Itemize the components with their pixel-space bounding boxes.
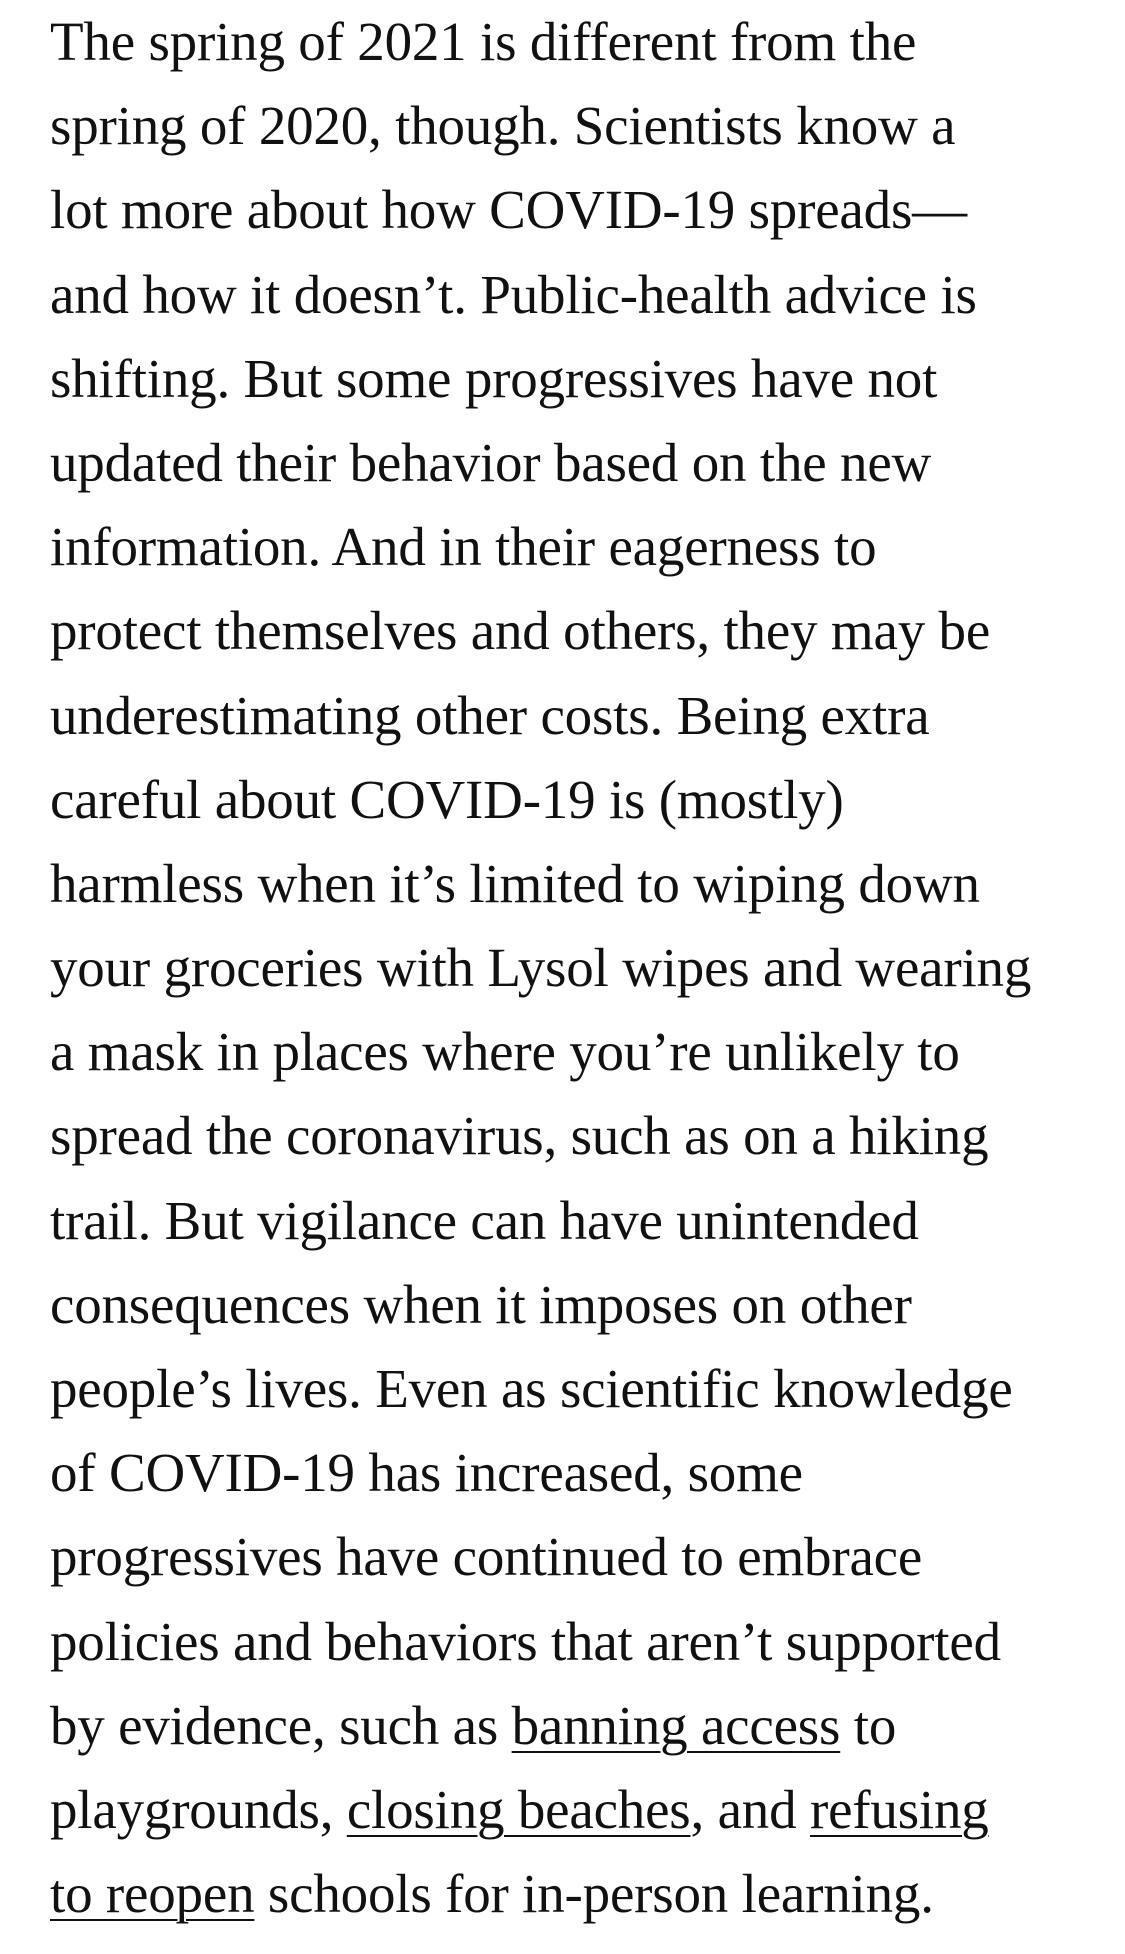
text-line: lot more about how COVID-19 spreads—	[50, 179, 967, 241]
text-line	[50, 1684, 1090, 1768]
text-line: shifting. But some progressives have not	[50, 347, 938, 409]
article-body	[50, 0, 1090, 1936]
text-line: careful about COVID-19 is (mostly)	[50, 768, 844, 830]
text-line: consequences when it imposes on other	[50, 1273, 912, 1335]
link-closing-beaches[interactable]: closing beaches	[346, 1778, 691, 1840]
text-line: spread the coronavirus, such as on a hiking	[50, 1105, 989, 1167]
text-line: The spring of 2021 is different from the	[50, 11, 917, 72]
text-line: harmless when it’s limited to wiping down	[50, 852, 980, 914]
text-line: spring of 2020, though. Scientists know a	[50, 95, 956, 157]
text-line: underestimating other costs. Being extra	[50, 684, 930, 746]
text-segment: to	[840, 1694, 897, 1756]
text-line: information. And in their eagerness to	[50, 516, 877, 578]
text-line: protect themselves and others, they may be	[50, 600, 991, 662]
link-banning-access[interactable]: banning access	[511, 1694, 841, 1756]
text-line: updated their behavior based on the new	[50, 431, 932, 493]
text-line: progressives have continued to embrace	[50, 1526, 923, 1588]
text-line: and how it doesn’t. Public-health advice is	[50, 263, 977, 325]
text-line: of COVID-19 has increased, some	[50, 1442, 803, 1504]
text-line: people’s lives. Even as scientific knowledge	[50, 1358, 1013, 1419]
text-line	[50, 1768, 1090, 1852]
text-segment: , and	[690, 1778, 810, 1840]
link-refusing-to-reopen[interactable]: refusing	[809, 1778, 989, 1840]
text-line	[50, 1852, 1090, 1936]
text-line: policies and behaviors that aren’t supported	[50, 1610, 1001, 1672]
text-line: trail. But vigilance can have unintended	[50, 1189, 919, 1251]
text-segment: playgrounds,	[50, 1778, 347, 1840]
text-segment: schools for in-person learning.	[254, 1863, 934, 1925]
text-line: a mask in places where you’re unlikely to	[50, 1021, 960, 1083]
link-refusing-to-reopen-continued[interactable]: to reopen	[50, 1863, 255, 1925]
text-segment: by evidence, such as	[50, 1694, 512, 1756]
text-line: your groceries with Lysol wipes and wearing	[50, 937, 1032, 999]
